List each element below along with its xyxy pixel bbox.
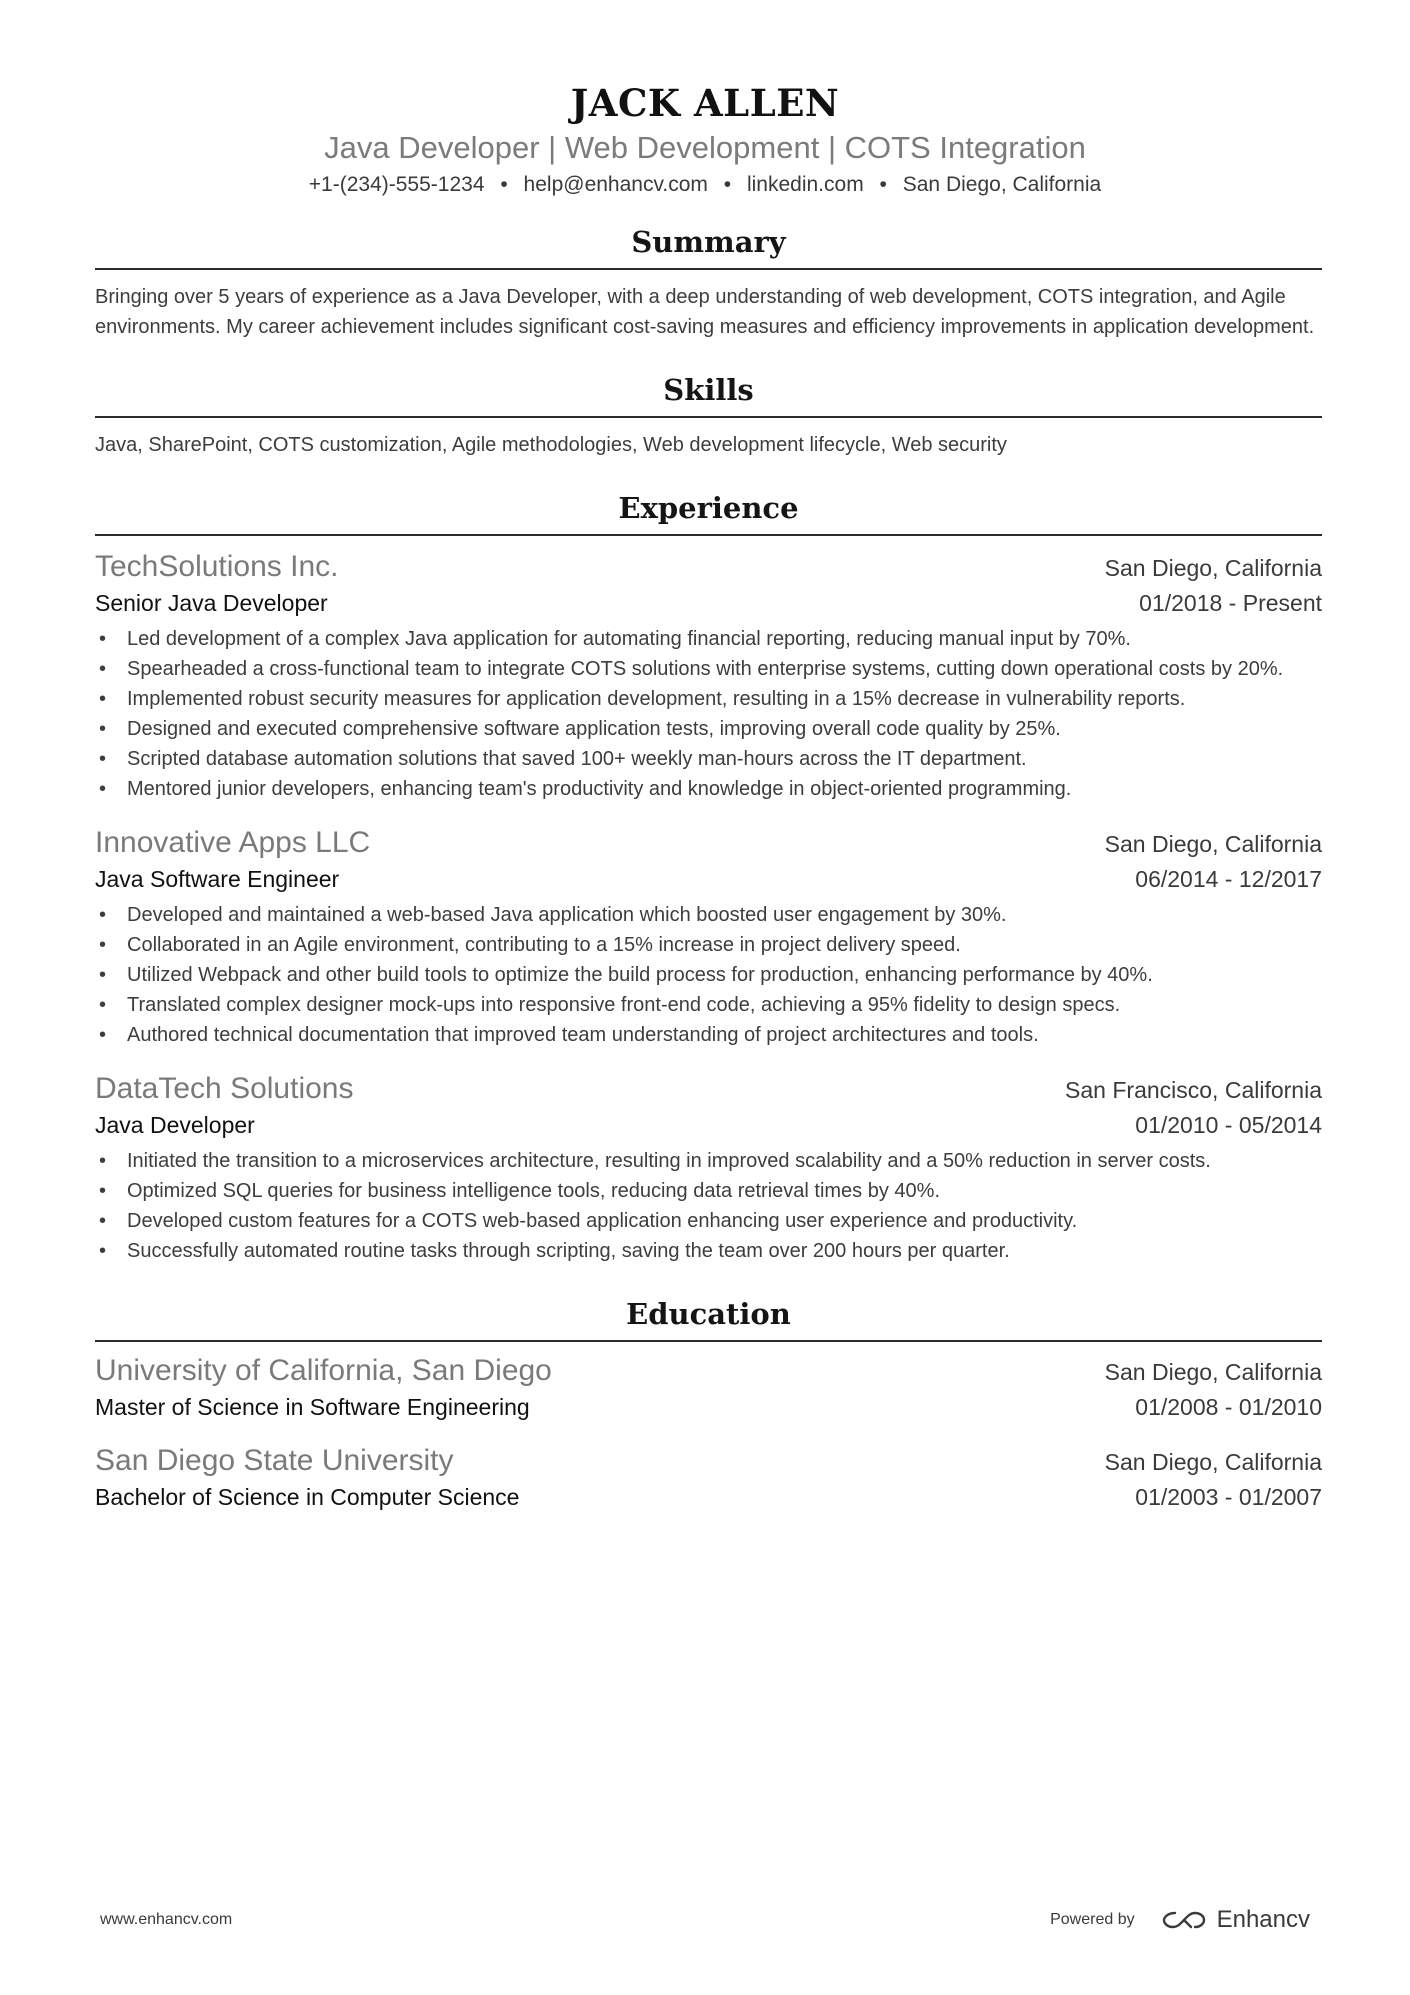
job-role-row: [95, 1108, 1322, 1142]
job-entry: [95, 548, 1322, 804]
education-dates: 01/2008 - 01/2010: [1135, 1394, 1322, 1420]
bullet-item: • Optimized SQL queries for business intelligence tools, reducing data retrieval times by 40%.: [95, 1176, 1322, 1206]
experience-section: [95, 488, 1322, 1266]
bullet-item: • Designed and executed comprehensive software application tests, improving overall code quality by 25%.: [95, 714, 1322, 744]
candidate-name: JACK ALLEN: [570, 81, 840, 125]
job-header-row: [95, 1070, 1322, 1108]
contact-email[interactable]: help@enhancv.com: [523, 173, 708, 196]
bullet-item: • Led development of a complex Java application for automating financial reporting, reducing manual input by 70%.: [95, 624, 1322, 654]
bullet-item: • Developed and maintained a web-based Java application which boosted user engagement by 30%.: [95, 900, 1322, 930]
company-name: Innovative Apps LLC: [95, 826, 371, 859]
job-bullets: [95, 624, 1322, 804]
education-entry: [95, 1352, 1322, 1424]
section-heading: Education: [95, 1294, 1322, 1342]
skills-section: [95, 370, 1322, 460]
job-entry: [95, 1070, 1322, 1266]
powered-by: [1050, 1906, 1310, 1934]
company-name: DataTech Solutions: [95, 1072, 354, 1105]
job-bullets: [95, 1146, 1322, 1266]
page-footer: [100, 1906, 1310, 1934]
education-section: [95, 1294, 1322, 1514]
candidate-title: [0, 128, 1410, 168]
title-part: Web Development: [564, 130, 820, 165]
bullet-item: • Initiated the transition to a microservices architecture, resulting in improved scalability and a 50% reduction in server costs.: [95, 1146, 1322, 1176]
degree-name: Master of Science in Software Engineering: [95, 1394, 530, 1420]
summary-text: Bringing over 5 years of experience as a Java Developer, with a deep understanding of web development, COTS integration, and Agile environments. My career achievement includes significant cost-saving measures and efficiency improvements in application development.: [95, 286, 1315, 338]
title-separator: |: [827, 130, 836, 165]
education-header-row: [95, 1352, 1322, 1390]
summary-section: [95, 222, 1322, 342]
skills-text: Java, SharePoint, COTS customization, Agile methodologies, Web development lifecycle, Web security: [95, 434, 1007, 456]
section-heading: Summary: [95, 222, 1322, 270]
footer-url-link[interactable]: www.enhancv.com: [100, 1911, 233, 1928]
school-name: San Diego State University: [95, 1444, 454, 1477]
title-part: COTS Integration: [844, 130, 1086, 165]
resume-header: [0, 80, 1410, 200]
title-separator: |: [548, 130, 557, 165]
education-dates: 01/2003 - 01/2007: [1135, 1484, 1322, 1510]
title-part: Java Developer: [324, 130, 540, 165]
school-name: University of California, San Diego: [95, 1354, 552, 1387]
contact-line: [0, 170, 1410, 200]
powered-by-label: Powered by: [1050, 1911, 1135, 1928]
job-entry: [95, 824, 1322, 1050]
education-degree-row: [95, 1390, 1322, 1424]
contact-separator: •: [879, 173, 887, 196]
education-degree-row: [95, 1480, 1322, 1514]
job-header-row: [95, 548, 1322, 586]
contact-phone[interactable]: +1-(234)-555-1234: [308, 173, 485, 196]
education-entry: [95, 1442, 1322, 1514]
school-location: San Diego, California: [1104, 1449, 1322, 1475]
enhancv-brand-link[interactable]: [1161, 1906, 1310, 1934]
job-role-row: [95, 586, 1322, 620]
enhancv-logo-icon: [1161, 1908, 1207, 1932]
degree-name: Bachelor of Science in Computer Science: [95, 1484, 520, 1510]
job-location: San Diego, California: [1104, 831, 1322, 857]
enhancv-brand-name: Enhancv: [1216, 1906, 1310, 1933]
job-dates: 06/2014 - 12/2017: [1135, 866, 1322, 892]
job-location: San Diego, California: [1104, 555, 1322, 581]
job-role: Java Developer: [95, 1112, 255, 1138]
bullet-item: • Authored technical documentation that improved team understanding of project architectures and tools.: [95, 1020, 1322, 1050]
bullet-item: • Successfully automated routine tasks through scripting, saving the team over 200 hours per quarter.: [95, 1236, 1322, 1266]
education-header-row: [95, 1442, 1322, 1480]
job-bullets: [95, 900, 1322, 1050]
bullet-item: • Implemented robust security measures for application development, resulting in a 15% decrease in vulnerability reports.: [95, 684, 1322, 714]
bullet-item: • Mentored junior developers, enhancing team's productivity and knowledge in object-oriented programming.: [95, 774, 1322, 804]
contact-separator: •: [500, 173, 508, 196]
job-dates: 01/2010 - 05/2014: [1135, 1112, 1322, 1138]
job-dates: 01/2018 - Present: [1139, 590, 1322, 616]
job-role: Java Software Engineer: [95, 866, 340, 892]
section-heading: Experience: [95, 488, 1322, 536]
job-location: San Francisco, California: [1065, 1077, 1322, 1103]
job-role: Senior Java Developer: [95, 590, 328, 616]
job-header-row: [95, 824, 1322, 862]
contact-separator: •: [723, 173, 732, 196]
bullet-item: • Translated complex designer mock-ups into responsive front-end code, achieving a 95% fidelity to design specs.: [95, 990, 1322, 1020]
section-heading: Skills: [95, 370, 1322, 418]
school-location: San Diego, California: [1104, 1359, 1322, 1385]
bullet-item: • Scripted database automation solutions that saved 100+ weekly man-hours across the IT department.: [95, 744, 1322, 774]
contact-linkedin[interactable]: linkedin.com: [746, 173, 864, 196]
resume-body: [95, 222, 1322, 1542]
bullet-item: • Spearheaded a cross-functional team to integrate COTS solutions with enterprise systems, cutting down operational costs by 20%.: [95, 654, 1322, 684]
bullet-item: • Collaborated in an Agile environment, contributing to a 15% increase in project delivery speed.: [95, 930, 1322, 960]
bullet-item: • Utilized Webpack and other build tools to optimize the build process for production, enhancing performance by 40%.: [95, 960, 1322, 990]
company-name: TechSolutions Inc.: [95, 550, 339, 583]
contact-location: San Diego, California: [902, 173, 1102, 196]
bullet-item: • Developed custom features for a COTS web-based application enhancing user experience and productivity.: [95, 1206, 1322, 1236]
job-role-row: [95, 862, 1322, 896]
